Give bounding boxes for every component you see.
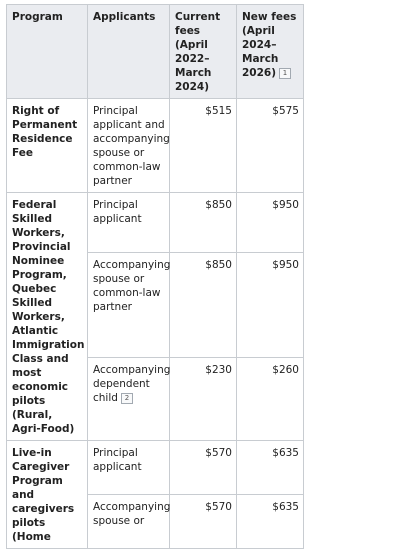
applicants-cell	[88, 358, 170, 441]
new-fee-cell: $635	[237, 441, 304, 495]
current-fee-cell: $515	[170, 99, 237, 193]
new-fee-cell: $950	[237, 253, 304, 358]
header-row	[7, 5, 304, 99]
footnote-ref-1[interactable]: 1	[279, 68, 291, 79]
header-current-fees: Current fees (April 2022–March 2024)	[170, 5, 237, 99]
header-applicants: Applicants	[88, 5, 170, 99]
footnote-ref-2[interactable]: 2	[121, 393, 133, 404]
table-row	[7, 441, 304, 495]
applicants-cell: Principal applicant and accompanying spouse or common-law partner	[88, 99, 170, 193]
current-fee-cell: $570	[170, 495, 237, 549]
program-cell: Federal Skilled Workers, Provincial Nominee Program, Quebec Skilled Workers, Atlantic Immigration Class and most economic pilots (Rural, Agri-Food)	[7, 193, 88, 441]
header-new-fees-label: New fees (April 2024–March 2026)	[242, 11, 297, 79]
applicants-cell: Accompanying spouse or	[88, 495, 170, 549]
current-fee-cell: $570	[170, 441, 237, 495]
new-fee-cell: $635	[237, 495, 304, 549]
table-header	[7, 5, 304, 99]
new-fee-cell: $950	[237, 193, 304, 253]
table-body	[7, 99, 304, 549]
applicants-cell: Accompanying spouse or common-law partner	[88, 253, 170, 358]
header-new-fees	[237, 5, 304, 99]
program-cell: Live-in Caregiver Program and caregivers pilots (Home	[7, 441, 88, 549]
applicants-cell-label: Accompanying dependent child	[93, 364, 171, 405]
table-row	[7, 99, 304, 193]
fees-table	[6, 4, 304, 549]
program-cell: Right of Permanent Residence Fee	[7, 99, 88, 193]
applicants-cell: Principal applicant	[88, 441, 170, 495]
current-fee-cell: $850	[170, 193, 237, 253]
current-fee-cell: $850	[170, 253, 237, 358]
header-program: Program	[7, 5, 88, 99]
table-row	[7, 193, 304, 253]
new-fee-cell: $575	[237, 99, 304, 193]
applicants-cell: Principal applicant	[88, 193, 170, 253]
current-fee-cell: $230	[170, 358, 237, 441]
new-fee-cell: $260	[237, 358, 304, 441]
